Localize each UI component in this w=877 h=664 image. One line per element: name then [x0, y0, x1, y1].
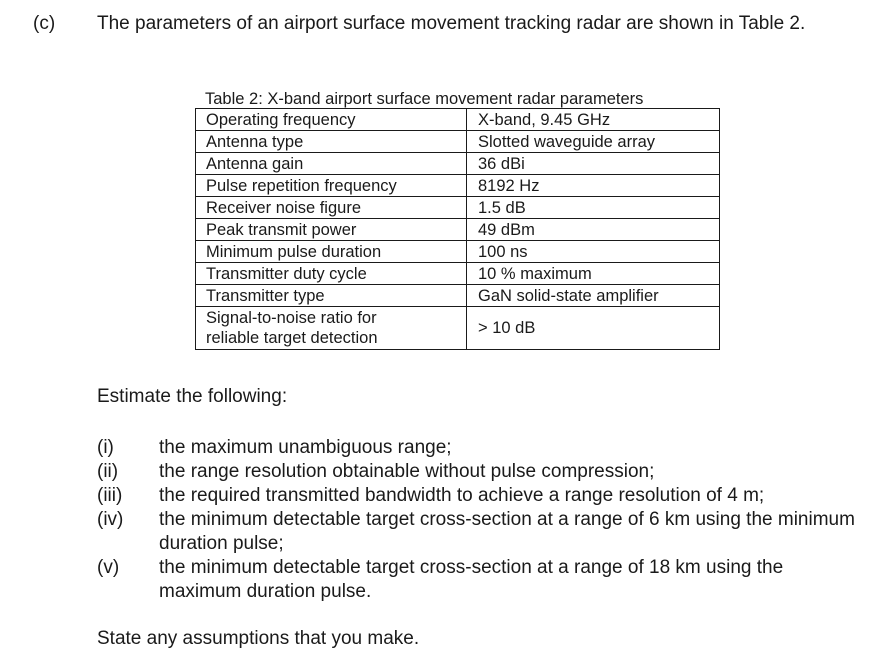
parameter-value: 10 % maximum [467, 263, 720, 285]
parameter-name: Antenna type [196, 131, 467, 153]
parameter-value: Slotted waveguide array [467, 131, 720, 153]
item-text: the minimum detectable target cross-section at a range of 6 km using the minimum duration pulse; [159, 509, 855, 554]
table-row [196, 219, 720, 241]
parameter-name: Receiver noise figure [196, 197, 467, 219]
parameter-value: 1.5 dB [467, 197, 720, 219]
parameter-name: Operating frequency [196, 109, 467, 131]
parameter-value: 100 ns [467, 241, 720, 263]
list-item [97, 484, 857, 508]
list-item [97, 460, 857, 484]
table-row [196, 241, 720, 263]
parameter-name [196, 307, 467, 350]
list-item [97, 508, 857, 556]
parameter-value: 49 dBm [467, 219, 720, 241]
item-text: the minimum detectable target cross-section at a range of 18 km using the maximum duration pulse. [159, 557, 784, 602]
sub-question-list [97, 436, 857, 604]
item-text: the range resolution obtainable without pulse compression; [159, 461, 655, 482]
parameter-value: 36 dBi [467, 153, 720, 175]
question-intro: The parameters of an airport surface movement tracking radar are shown in Table 2. [97, 13, 806, 34]
table-row [196, 263, 720, 285]
parameter-name: Minimum pulse duration [196, 241, 467, 263]
parameter-value: X-band, 9.45 GHz [467, 109, 720, 131]
part-label: (c) [33, 13, 56, 34]
table-row [196, 131, 720, 153]
table-row [196, 285, 720, 307]
item-number: (iv) [97, 509, 124, 530]
list-item [97, 556, 857, 604]
parameter-name: Peak transmit power [196, 219, 467, 241]
item-number: (iii) [97, 485, 123, 506]
parameter-name: Pulse repetition frequency [196, 175, 467, 197]
table-row [196, 197, 720, 219]
item-text: the maximum unambiguous range; [159, 437, 452, 458]
parameter-name: Antenna gain [196, 153, 467, 175]
parameter-value: 8192 Hz [467, 175, 720, 197]
parameter-name-line: reliable target detection [206, 329, 378, 347]
table-row [196, 175, 720, 197]
list-item [97, 436, 857, 460]
item-number: (i) [97, 437, 114, 458]
parameter-value: > 10 dB [467, 307, 720, 350]
parameter-name: Transmitter duty cycle [196, 263, 467, 285]
table-caption: Table 2: X-band airport surface movement radar parameters [205, 90, 644, 108]
parameter-value: GaN solid-state amplifier [467, 285, 720, 307]
table-row [196, 307, 720, 350]
parameter-name: Transmitter type [196, 285, 467, 307]
estimate-heading: Estimate the following: [97, 386, 288, 407]
item-number: (v) [97, 557, 120, 578]
table-row [196, 109, 720, 131]
item-text: the required transmitted bandwidth to achieve a range resolution of 4 m; [159, 485, 765, 506]
item-number: (ii) [97, 461, 119, 482]
closing-instruction: State any assumptions that you make. [97, 628, 420, 649]
table-row [196, 153, 720, 175]
parameter-name-line: Signal-to-noise ratio for [206, 309, 377, 327]
radar-parameters-table [195, 108, 720, 350]
